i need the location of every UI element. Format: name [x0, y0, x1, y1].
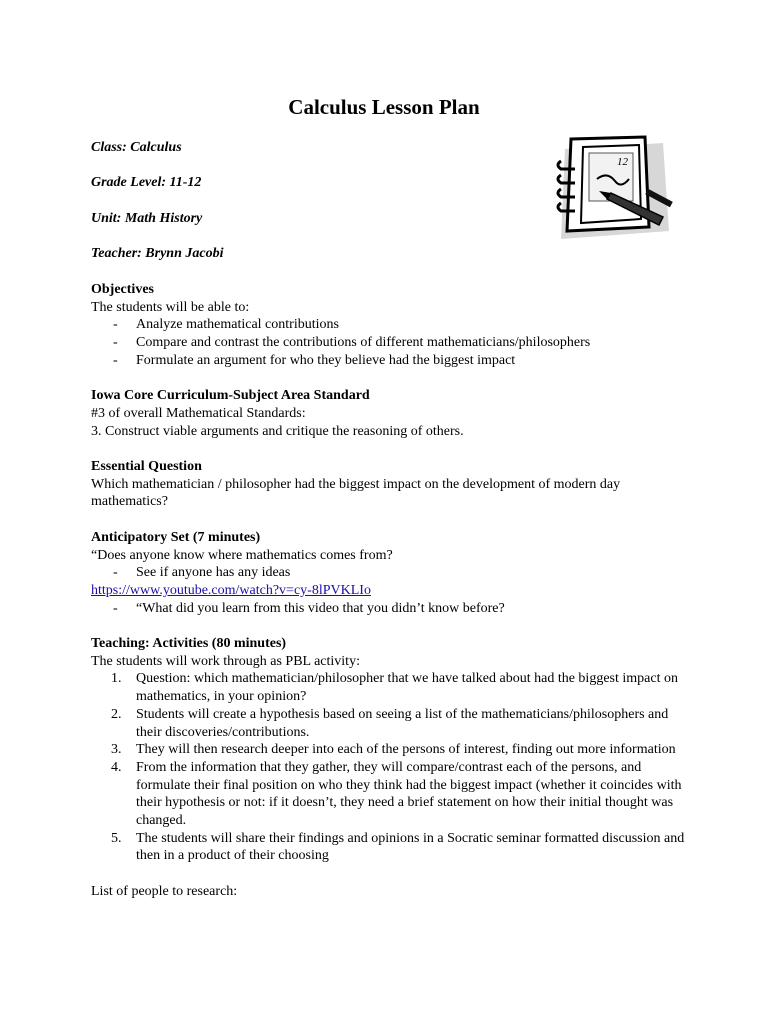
objectives-heading: Objectives	[91, 282, 154, 297]
page-title: Calculus Lesson Plan	[288, 95, 480, 119]
essential-question-text: Which mathematician / philosopher had the biggest impact on the development of modern day mathematics?	[91, 476, 621, 510]
essential-question-heading: Essential Question	[91, 459, 202, 474]
standard-heading: Iowa Core Curriculum-Subject Area Standard	[91, 388, 370, 404]
youtube-link[interactable]: https://www.youtube.com/watch?v=cy-8lPVKLIo	[91, 582, 371, 598]
list-item: - See if anyone has any ideas	[91, 564, 691, 582]
list-item: 2. Students will create a hypothesis based on seeing a list of the mathematicians/philosophers and their discoveries/contributions.	[111, 706, 669, 740]
anticipatory-question: “Does anyone know where mathematics comes from?	[91, 547, 393, 563]
objectives-list	[91, 316, 691, 369]
unit-field: Unit: Math History	[91, 211, 203, 226]
notebook-pen-icon	[553, 135, 677, 241]
class-field: Class: Calculus	[91, 140, 182, 155]
list-item: 5. The students will share their findings and opinions in a Socratic seminar formatted discussion and then in a product of their choosing	[111, 830, 685, 864]
teacher-field: Teacher: Brynn Jacobi	[91, 246, 224, 261]
anticipatory-list	[91, 564, 691, 582]
teaching-intro: The students will work through as PBL activity:	[91, 653, 360, 669]
list-item: - Compare and contrast the contributions of different mathematicians/philosophers	[91, 334, 691, 352]
list-item: - Formulate an argument for who they believe had the biggest impact	[91, 352, 691, 370]
teaching-steps-list	[91, 670, 691, 865]
list-item: 3. They will then research deeper into each of the persons of interest, finding out more information	[111, 742, 676, 758]
list-of-people-label: List of people to research:	[91, 883, 238, 899]
list-item: - Analyze mathematical contributions	[91, 316, 691, 334]
list-item: 1. Question: which mathematician/philosopher that we have talked about had the biggest impact on mathematics, in your opinion?	[111, 671, 678, 705]
lesson-body	[91, 281, 691, 901]
standard-line-1: #3 of overall Mathematical Standards:	[91, 405, 306, 421]
list-item: 4. From the information that they gather, they will compare/contrast each of the persons, and formulate their final position on who they think had the biggest impact (whether it coincides with their hypothesis or not: if it doesn’t, they need a brief statement on how their initial thought was changed.	[111, 759, 682, 829]
anticipatory-set-heading: Anticipatory Set (7 minutes)	[91, 529, 261, 545]
teaching-activities-heading: Teaching: Activities (80 minutes)	[91, 636, 287, 651]
anticipatory-followup-list	[91, 600, 691, 618]
list-item: - “What did you learn from this video that you didn’t know before?	[91, 600, 691, 618]
grade-level-field: Grade Level: 11-12	[91, 175, 202, 190]
standard-line-2: 3. Construct viable arguments and critique the reasoning of others.	[91, 423, 464, 439]
objectives-intro: The students will be able to:	[91, 299, 250, 315]
page-number-text: 12	[617, 156, 628, 168]
